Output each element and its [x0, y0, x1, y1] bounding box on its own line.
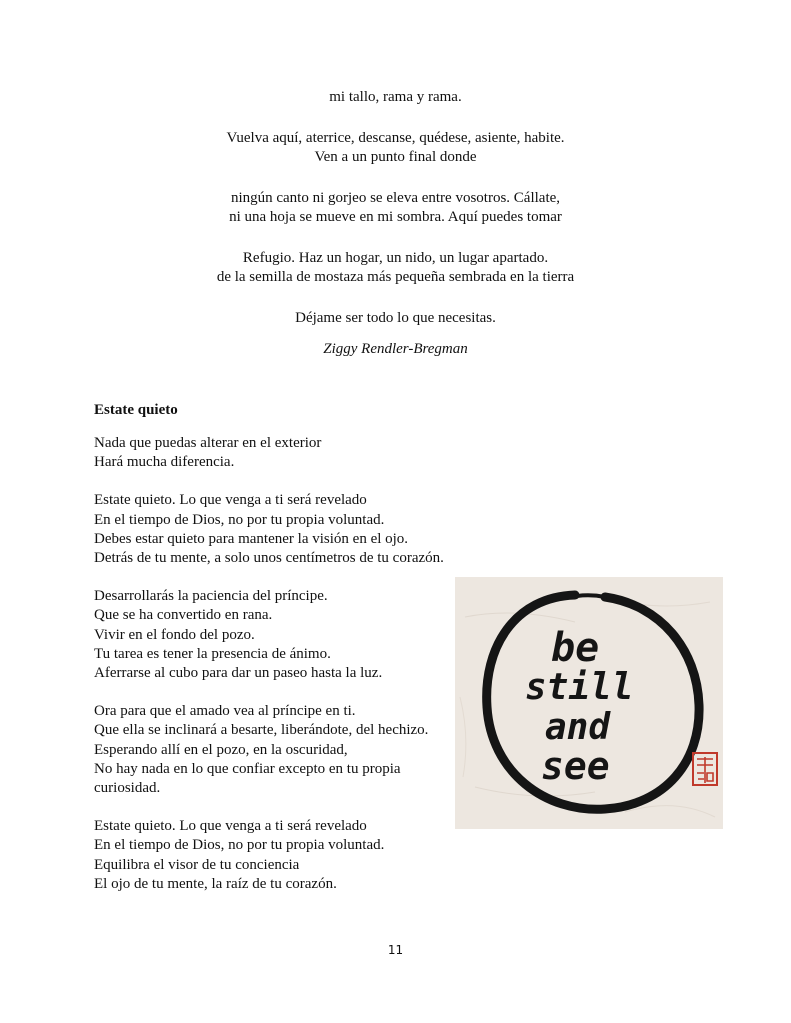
calligraphy-artwork [455, 577, 723, 829]
poem-stanza [0, 129, 791, 167]
poem-line: En el tiempo de Dios, no por tu propia voluntad. [94, 837, 385, 854]
poem-line: Aferrarse al cubo para dar un paseo hasta la luz. [94, 665, 383, 682]
poem-line: Ven a un punto final donde [314, 149, 477, 165]
page-number: 11 [387, 943, 404, 957]
calligraphy-word: still [525, 667, 634, 708]
poem-line: No hay nada en lo que confiar excepto en tu propia [94, 760, 401, 777]
poem-line: Tu tarea es tener la presencia de ánimo. [94, 645, 331, 662]
poem-stanza [94, 702, 454, 798]
poem-line: Nada que puedas alterar en el exterior [94, 435, 322, 451]
poem-line: Debes estar quieto para mantener la visión en el ojo. [94, 530, 409, 547]
poem-stanza [0, 249, 791, 287]
poem-author: Ziggy Rendler-Bregman [323, 341, 468, 357]
calligraphy-image [455, 577, 723, 829]
poem-line: Que ella se inclinará a besarte, liberándote, del hechizo. [94, 722, 429, 739]
poem-line: En el tiempo de Dios, no por tu propia voluntad. [94, 511, 385, 528]
section-title: Estate quieto [94, 402, 178, 418]
poem-line: mi tallo, rama y rama. [329, 89, 462, 105]
poem-continuation [0, 88, 791, 350]
poem-line: curiosidad. [94, 780, 161, 797]
poem-line: Vuelva aquí, aterrice, descanse, quédese, asiente, habite. [226, 130, 565, 146]
poem-line: Déjame ser todo lo que necesitas. [295, 310, 496, 326]
poem-line: Esperando allí en el pozo, en la oscuridad, [94, 741, 348, 758]
poem-line: ni una hoja se mueve en mi sombra. Aquí puedes tomar [229, 209, 562, 225]
calligraphy-word: be [551, 625, 600, 671]
poem-line: Desarrollarás la paciencia del príncipe. [94, 588, 328, 605]
poem-stanza [0, 88, 791, 107]
poem-line: Estate quieto. Lo que venga a ti será revelado [94, 818, 367, 835]
poem-line: Refugio. Haz un hogar, un nido, un lugar apartado. [242, 250, 549, 266]
poem-stanza [0, 309, 791, 328]
poem-line: de la semilla de mostaza más pequeña sembrada en la tierra [216, 269, 575, 285]
poem-line: Equilibra el visor de tu conciencia [94, 856, 300, 873]
poem-line: ningún canto ni gorjeo se eleva entre vosotros. Cállate, [230, 190, 561, 206]
calligraphy-word: see [541, 744, 610, 788]
section-poem [94, 434, 454, 913]
poem-line: Vivir en el fondo del pozo. [94, 626, 255, 643]
poem-line: Estate quieto. Lo que venga a ti será revelado [94, 492, 367, 509]
poem-stanza [94, 491, 454, 568]
poem-stanza [0, 189, 791, 227]
poem-line: Hará mucha diferencia. [94, 454, 235, 471]
calligraphy-word: and [545, 707, 611, 748]
poem-stanza [94, 587, 454, 683]
poem-line: El ojo de tu mente, la raíz de tu corazón. [94, 875, 337, 892]
poem-stanza [94, 817, 454, 894]
poem-line: Ora para que el amado vea al príncipe en ti. [94, 703, 356, 720]
poem-line: Detrás de tu mente, a solo unos centímetros de tu corazón. [94, 550, 444, 567]
poem-line: Que se ha convertido en rana. [94, 607, 273, 624]
poem-stanza [94, 434, 454, 472]
